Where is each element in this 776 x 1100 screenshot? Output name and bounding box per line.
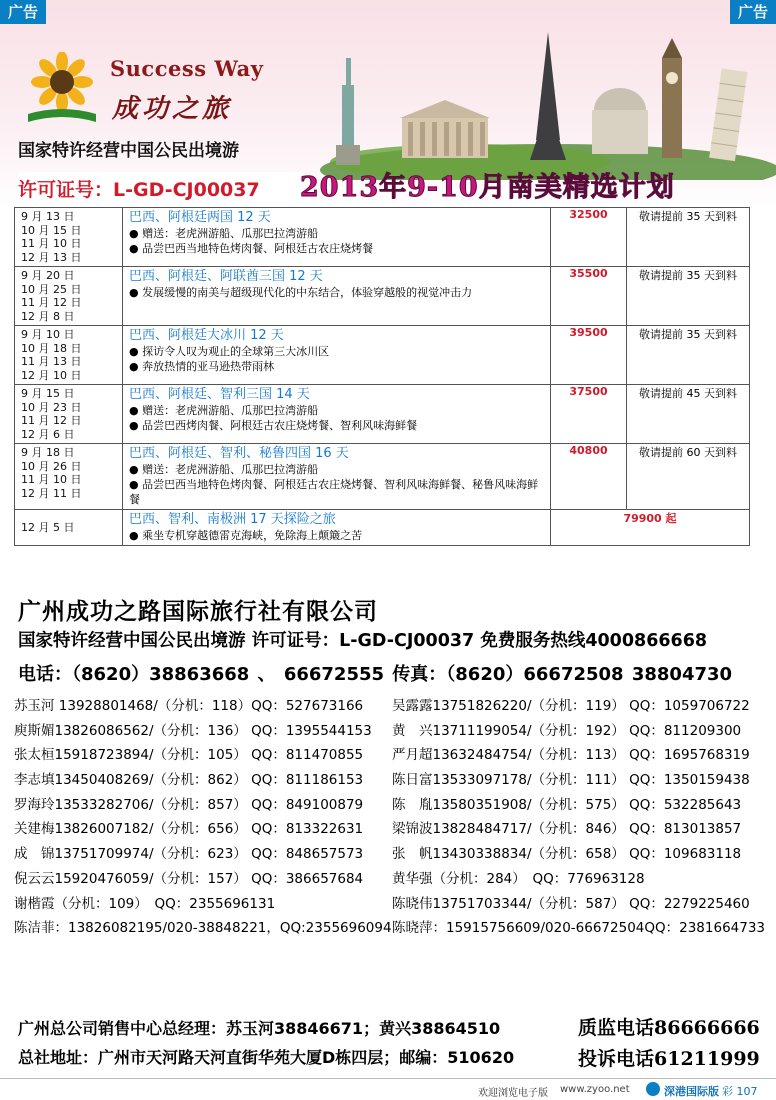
contact-row [14, 770, 776, 795]
tour-dates [15, 385, 123, 444]
tour-date: 9 月 18 日 [21, 446, 75, 459]
contact-entry: 庾斯媚13826086562/（分机：136） QQ：1395544153 [14, 722, 372, 739]
tour-date: 9 月 20 日 [21, 269, 75, 282]
tour-table [14, 207, 750, 546]
tour-date: 10 月 15 日 [21, 223, 82, 237]
tour-date: 12 月 6 日 [21, 427, 75, 441]
contact-entry: 黄华强（分机：284） QQ：776963128 [392, 870, 645, 887]
company-license-line: 国家特许经营中国公民出境游 许可证号：L-GD-CJ00037 免费服务热线4000866668 [18, 631, 708, 651]
tour-date: 10 月 26 日 [21, 459, 82, 473]
page-footer-bar [0, 1078, 776, 1100]
contact-row [14, 721, 776, 746]
tour-bullet: ● 品尝巴西烤肉餐、阿根廷古农庄烧烤餐、智利风味海鲜餐 [129, 418, 544, 433]
contact-row [14, 696, 776, 721]
tour-price: 37500 [551, 385, 627, 444]
banner-title: 2013年9-10月南美精选计划 [300, 172, 675, 203]
ad-label-right: 广告 [730, 0, 776, 24]
contact-entry: 张太桓15918723894/（分机：105） QQ：811470855 [14, 747, 364, 764]
tour-date: 11 月 12 日 [21, 296, 82, 309]
tour-bullet: ● 乘坐专机穿越德雷克海峡，免除海上颠簸之苦 [129, 528, 544, 543]
tour-booking-note: 敬请提前 35 天到料 [627, 326, 750, 385]
tour-bullet: ● 品尝巴西当地特色烤肉餐、阿根廷古农庄烧烤餐 [129, 241, 544, 256]
contact-row [14, 795, 776, 820]
tour-row [15, 267, 750, 326]
contact-entry: 陈 胤13580351908/（分机：575） QQ：532285643 [392, 796, 742, 813]
tour-bullet: ● 发展缓慢的南美与超级现代化的中东结合，体验穿越般的视觉冲击力 [129, 285, 544, 300]
contact-list [14, 696, 776, 943]
tour-description [123, 444, 551, 510]
footer-edition: 深港国际版 [664, 1085, 719, 1098]
tour-date: 10 月 23 日 [21, 400, 82, 414]
tour-date: 9 月 10 日 [21, 328, 75, 341]
contact-entry: 陈洁菲：13826082195/020-38848221，QQ:2355696094 [14, 920, 392, 937]
complaint-hotline: 投诉电话61211999 [578, 1048, 760, 1070]
tour-date: 12 月 8 日 [21, 309, 75, 323]
contact-row [14, 918, 776, 943]
address-line: 总社地址：广州市天河路天河直街华苑大厦D栋四层；邮编：510620 [18, 1048, 515, 1067]
footer-url-link[interactable]: www.zyoo.net [560, 1084, 630, 1095]
tour-date: 11 月 10 日 [21, 473, 82, 486]
tour-dates [15, 444, 123, 510]
tour-bullet: ● 品尝巴西当地特色烤肉餐、阿根廷古农庄烧烤餐、智利风味海鲜餐、秘鲁风味海鲜餐 [129, 477, 544, 507]
tour-bullet: ● 赠送：老虎洲游船、瓜那巴拉湾游船 [129, 403, 544, 418]
tour-date: 11 月 12 日 [21, 414, 82, 427]
tour-bullet: ● 探访令人叹为观止的全球第三大冰川区 [129, 344, 544, 359]
edition-logo-icon [646, 1082, 660, 1096]
ad-label-left: 广告 [0, 0, 46, 24]
contact-entry: 严月超13632484754/（分机：113） QQ：1695768319 [392, 747, 750, 764]
tour-dates [15, 208, 123, 267]
license-line: 国家特许经营中国公民出境游 [18, 141, 239, 161]
tour-date: 9 月 13 日 [21, 210, 75, 223]
tour-title: 巴西、阿根廷、阿联酋三国 12 天 [129, 269, 323, 284]
contact-row [14, 745, 776, 770]
contact-entry: 陈晓萍：15915756609/020-66672504QQ：2381664733 [392, 920, 766, 937]
tour-title: 巴西、阿根廷、智利三国 14 天 [129, 387, 310, 402]
tour-date: 10 月 18 日 [21, 341, 82, 355]
company-name: 广州成功之路国际旅行社有限公司 [18, 599, 378, 625]
contact-entry: 成 锦13751709974/（分机：623） QQ：848657573 [14, 846, 364, 863]
tour-dates [15, 267, 123, 326]
contact-entry: 关建梅13826007182/（分机：656） QQ：813322631 [14, 821, 364, 838]
contact-entry: 李志填13450408269/（分机：862） QQ：811186153 [14, 772, 364, 789]
tour-price: 39500 [551, 326, 627, 385]
tour-date: 12 月 5 日 [15, 510, 123, 546]
contact-entry: 张 帆13430338834/（分机：658） QQ：109683118 [392, 846, 742, 863]
contact-entry: 陈日富13533097178/（分机：111） QQ：1350159438 [392, 772, 750, 789]
contact-entry: 吴露露13751826220/（分机：119） QQ：1059706722 [392, 698, 750, 714]
tour-date: 12 月 13 日 [21, 250, 82, 264]
tour-booking-note: 敬请提前 45 天到料 [627, 385, 750, 444]
contact-row [14, 869, 776, 894]
tour-booking-note: 敬请提前 35 天到料 [627, 208, 750, 267]
tour-description [123, 326, 551, 385]
tour-row [15, 385, 750, 444]
permit-number: 许可证号：L-GD-CJ00037 [18, 179, 260, 201]
contact-entry: 倪云云15920476059/（分机：157） QQ：386657684 [14, 870, 364, 887]
footer-welcome: 欢迎浏览电子版 [478, 1088, 548, 1099]
tour-date: 12 月 10 日 [21, 368, 82, 382]
tour-price: 40800 [551, 444, 627, 510]
tour-price: 32500 [551, 208, 627, 267]
phone-fax-line: 电话：（8620）38863668 、 66672555 传真：（8620）66672508 38804730 [18, 664, 733, 685]
tour-date: 11 月 10 日 [21, 237, 82, 250]
tour-booking-note: 敬请提前 60 天到料 [627, 444, 750, 510]
contact-entry: 罗海玲13533282706/（分机：857） QQ：849100879 [14, 796, 364, 813]
tour-description [123, 208, 551, 267]
tour-bullet: ● 奔放热情的亚马逊热带雨林 [129, 359, 544, 374]
contact-entry: 陈晓伟13751703344/（分机：587） QQ：2279225460 [392, 895, 750, 912]
page-number: 彩 107 [722, 1085, 758, 1098]
contact-row [14, 844, 776, 869]
tour-dates [15, 326, 123, 385]
tour-date: 10 月 25 日 [21, 282, 82, 296]
tour-description [123, 267, 551, 326]
sunflower-logo-icon [22, 52, 102, 126]
tour-booking-note: 敬请提前 35 天到料 [627, 267, 750, 326]
tour-title: 巴西、阿根廷、智利、秘鲁四国 16 天 [129, 446, 349, 461]
tour-bullet: ● 赠送：老虎洲游船、瓜那巴拉湾游船 [129, 226, 544, 241]
manager-line: 广州总公司销售中心总经理：苏玉河38846671；黄兴38864510 [18, 1019, 501, 1038]
contact-entry: 梁锦波13828484717/（分机：846） QQ：813013857 [392, 821, 742, 838]
contact-entry: 谢楷霞（分机：109） QQ：2355696131 [14, 895, 276, 912]
tour-date: 9 月 15 日 [21, 387, 75, 400]
tour-title: 巴西、阿根廷两国 12 天 [129, 210, 271, 225]
tour-title: 巴西、智利、南极洲 17 天探险之旅 [129, 512, 336, 527]
tour-title: 巴西、阿根廷大冰川 12 天 [129, 328, 284, 343]
tour-row [15, 326, 750, 385]
quality-hotline: 质监电话86666666 [578, 1017, 760, 1039]
tour-row [15, 444, 750, 510]
tour-row-antarctica [15, 510, 750, 546]
landmarks-illustration [320, 30, 776, 180]
brand-name-cn: 成功之旅 [112, 94, 233, 124]
contact-entry: 苏玉河 13928801468/（分机：118）QQ：527673166 [14, 698, 364, 714]
tour-price: 79900 起 [551, 510, 750, 546]
contact-row [14, 894, 776, 919]
tour-description [123, 385, 551, 444]
tour-bullet: ● 赠送：老虎洲游船、瓜那巴拉湾游船 [129, 462, 544, 477]
contact-row [14, 819, 776, 844]
tour-date: 11 月 13 日 [21, 355, 82, 368]
tour-date: 12 月 11 日 [21, 486, 82, 500]
contact-entry: 黄 兴13711199054/（分机：192） QQ：811209300 [392, 722, 742, 739]
brand-name-en: Success Way [110, 56, 264, 81]
tour-description [123, 510, 551, 546]
tour-row [15, 208, 750, 267]
tour-price: 35500 [551, 267, 627, 326]
